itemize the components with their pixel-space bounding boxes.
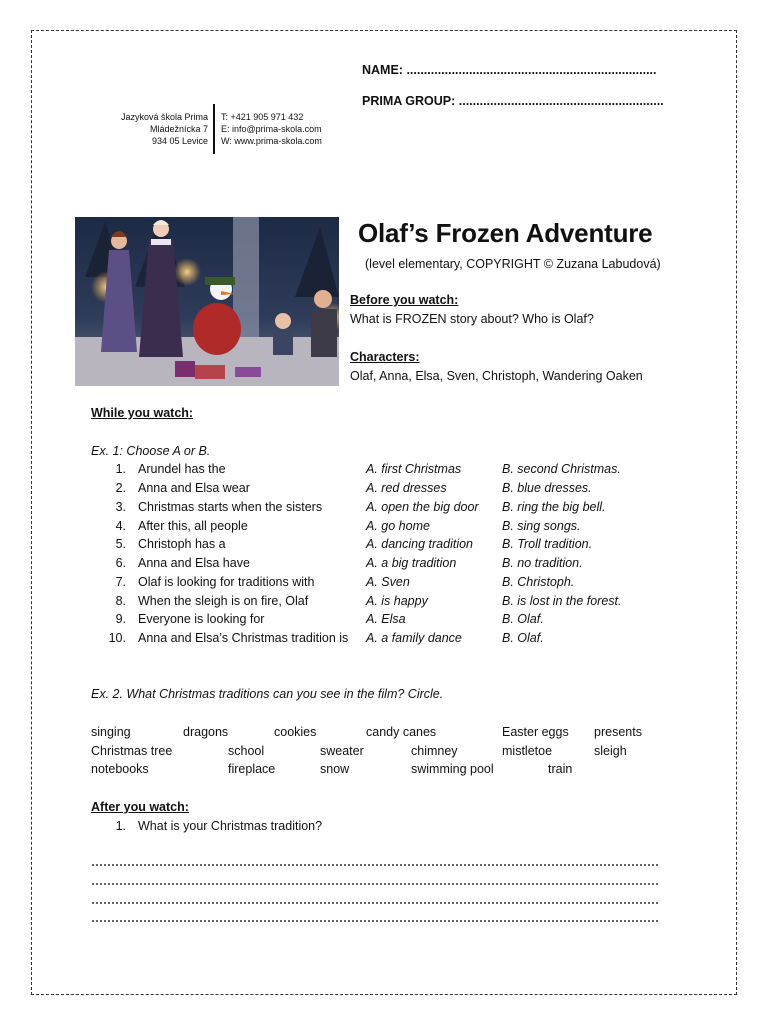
- question-text: Anna and Elsa wear: [138, 481, 250, 495]
- option-b: B. blue dresses.: [502, 481, 592, 495]
- list-item: [0, 519, 768, 538]
- exercise-1-title: Ex. 1: Choose A or B.: [91, 444, 211, 458]
- option-a: A. go home: [366, 519, 430, 533]
- list-item: [0, 481, 768, 500]
- list-item: [0, 462, 768, 481]
- option-b: B. ring the big bell.: [502, 500, 606, 514]
- question-text: Anna and Elsa’s Christmas tradition is: [138, 631, 349, 645]
- school-web: W: www.prima-skola.com: [221, 136, 322, 146]
- option-a: A. a family dance: [366, 631, 462, 645]
- question-text: Anna and Elsa have: [138, 556, 250, 570]
- option-b: B. Olaf.: [502, 631, 544, 645]
- option-a: A. dancing tradition: [366, 537, 474, 551]
- option-b: B. second Christmas.: [502, 462, 621, 476]
- question-number: 7.: [115, 575, 126, 589]
- list-item: [0, 500, 768, 519]
- option-a: A. first Christmas: [366, 462, 462, 476]
- option-a: A. open the big door: [366, 500, 479, 514]
- group-field-label: PRIMA GROUP: ...........................................................: [362, 94, 664, 108]
- word-candy-canes[interactable]: candy canes: [366, 725, 437, 739]
- after-watch-heading: After you watch:: [91, 800, 189, 814]
- question-number: 4.: [115, 519, 126, 533]
- after-watch-question: What is your Christmas tradition?: [138, 819, 323, 833]
- school-contact: [221, 111, 322, 147]
- worksheet-title: Olaf’s Frozen Adventure: [358, 218, 653, 248]
- word-fireplace[interactable]: fireplace: [228, 762, 276, 776]
- exercise-1-list: [0, 462, 768, 652]
- worksheet-subtitle: (level elementary, COPYRIGHT © Zuzana Labudová): [365, 257, 661, 271]
- school-name: Jazyková škola Prima: [120, 112, 208, 122]
- school-address: [96, 111, 208, 147]
- word-sweater[interactable]: sweater: [320, 744, 364, 758]
- option-b: B. sing songs.: [502, 519, 581, 533]
- question-number: 1.: [115, 462, 126, 476]
- school-phone: T: +421 905 971 432: [221, 112, 304, 122]
- school-email: E: info@prima-skola.com: [221, 124, 322, 134]
- word-dragons[interactable]: dragons: [183, 725, 229, 739]
- option-b: B. no tradition.: [502, 556, 583, 570]
- word-school[interactable]: school: [228, 744, 265, 758]
- word-swimming-pool[interactable]: swimming pool: [411, 762, 494, 776]
- before-watch-question: What is FROZEN story about? Who is Olaf?: [350, 312, 594, 326]
- list-item: [0, 556, 768, 575]
- question-number: 9.: [115, 612, 126, 626]
- name-field-label: NAME: ........................................................................: [362, 63, 657, 77]
- question-text: Christoph has a: [138, 537, 226, 551]
- option-a: A. Elsa: [366, 612, 406, 626]
- exercise-2-title: Ex. 2. What Christmas traditions can you see in the film? Circle.: [91, 687, 444, 701]
- characters-heading: Characters:: [350, 350, 420, 364]
- question-number: 10.: [108, 631, 126, 645]
- option-a: A. a big tradition: [366, 556, 457, 570]
- option-b: B. Christoph.: [502, 575, 575, 589]
- option-b: B. Troll tradition.: [502, 537, 593, 551]
- movie-still-image: [75, 217, 339, 386]
- question-number: 3.: [115, 500, 126, 514]
- question-text: Arundel has the: [138, 462, 226, 476]
- list-item: [0, 612, 768, 631]
- question-text: Christmas starts when the sisters: [138, 500, 323, 514]
- word-singing[interactable]: singing: [91, 725, 131, 739]
- word-mistletoe[interactable]: mistletoe: [502, 744, 553, 758]
- header-divider: [213, 104, 215, 154]
- option-b: B. Olaf.: [502, 612, 544, 626]
- option-b: B. is lost in the forest.: [502, 594, 622, 608]
- question-number: 2.: [115, 481, 126, 495]
- list-item: [0, 819, 768, 838]
- answer-line[interactable]: [91, 864, 659, 866]
- question-number: 8.: [115, 594, 126, 608]
- option-a: A. red dresses: [366, 481, 447, 495]
- question-number: 1.: [115, 819, 126, 833]
- word-train[interactable]: train: [548, 762, 573, 776]
- answer-line[interactable]: [91, 920, 659, 922]
- question-text: Everyone is looking for: [138, 612, 265, 626]
- question-number: 6.: [115, 556, 126, 570]
- option-a: A. is happy: [366, 594, 428, 608]
- word-christmas-tree[interactable]: Christmas tree: [91, 744, 173, 758]
- word-sleigh[interactable]: sleigh: [594, 744, 627, 758]
- question-text: After this, all people: [138, 519, 248, 533]
- question-number: 5.: [115, 537, 126, 551]
- school-city: 934 05 Levice: [151, 136, 208, 146]
- question-text: When the sleigh is on fire, Olaf: [138, 594, 309, 608]
- characters-list: Olaf, Anna, Elsa, Sven, Christoph, Wandering Oaken: [350, 369, 643, 383]
- list-item: [0, 537, 768, 556]
- list-item: [0, 575, 768, 594]
- before-watch-heading: Before you watch:: [350, 293, 459, 307]
- word-notebooks[interactable]: notebooks: [91, 762, 149, 776]
- word-snow[interactable]: snow: [320, 762, 350, 776]
- word-cookies[interactable]: cookies: [274, 725, 317, 739]
- list-item: [0, 594, 768, 613]
- word-chimney[interactable]: chimney: [411, 744, 458, 758]
- word-easter-eggs[interactable]: Easter eggs: [502, 725, 569, 739]
- list-item: [0, 631, 768, 650]
- answer-line[interactable]: [91, 902, 659, 904]
- school-street: Mládežnícka 7: [149, 124, 208, 134]
- answer-line[interactable]: [91, 883, 659, 885]
- word-presents[interactable]: presents: [594, 725, 642, 739]
- option-a: A. Sven: [366, 575, 410, 589]
- while-watch-heading: While you watch:: [91, 406, 194, 420]
- question-text: Olaf is looking for traditions with: [138, 575, 315, 589]
